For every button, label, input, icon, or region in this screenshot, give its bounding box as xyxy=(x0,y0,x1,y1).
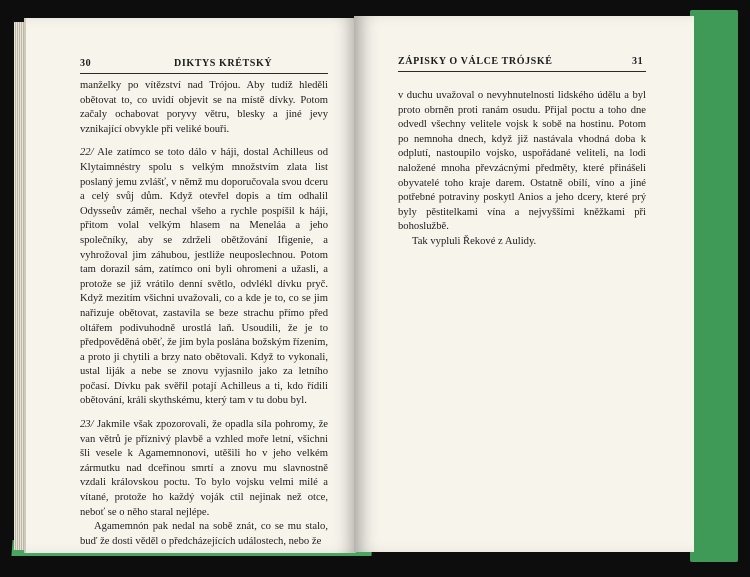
right-page xyxy=(354,16,694,552)
paragraph: Agamemnón pak nedal na sobě znát, co se mu stalo, buď že dosti věděl o předcházejících událostech, nebo že xyxy=(80,521,328,547)
paragraph: Tak vypluli Řekové z Aulidy. xyxy=(412,235,537,247)
left-page-text xyxy=(80,79,328,549)
section-number: 23/ xyxy=(80,419,94,431)
right-running-head: ZÁPISKY O VÁLCE TRÓJSKÉ xyxy=(398,56,553,67)
left-page-number: 30 xyxy=(80,58,92,69)
right-page-text xyxy=(398,89,646,250)
right-head-rule xyxy=(398,71,646,72)
paragraph: manželky po vítězství nad Trójou. Aby tudíž hleděli obětovat to, co uvidí objevit se na místě dívky. Potom začaly ochabovat poryvy větru, blesky a jiné jevy vznikající obvykle při veliké bouři. xyxy=(80,80,328,135)
left-head-rule xyxy=(80,73,328,74)
paragraph: 23/ Jakmile však zpozorovali, že opadla síla pohromy, že van větrů je příznivý plavbě a vzhled moře letní, všichni šli vesele k Agamemnonovi, utěšili ho v jeho velkém zármutku nad dceřinou smrtí a znovu mu slavnostně vzdali královskou poctu. To bylo vojsku velmi milé a vítané, protože ho každý voják ctil nejinak než otce, neboť se o něho staral nejlépe. xyxy=(80,419,328,518)
left-running-head: DIKTYS KRÉTSKÝ xyxy=(174,58,273,69)
paragraph: v duchu uvažoval o nevyhnutelnosti lidského údělu a byl proto obrněn proti ranám osudu. Přijal poctu a toho dne odvedl všechny velitele vojsk k sobě na hostinu. Potom po nemnoha dnech, když již nastávala vhodná doba k odplutí, nastoupilo vojsko, uspořádané veliteli, na lodi naložené mnoha převzácnými předměty, které přinášeli obyvatelé toho kraje darem. Ostatně obilí, víno a jiné potřebné potraviny poskytl Anios a jeho dcery, které prý byly pěstitelkami vína a nejvyššími kněžkami při bohoslužbě. xyxy=(398,90,646,233)
paragraph: 22/ Ale zatímco se toto dálo v háji, dostal Achilleus od Klytaimnéstry spolu s velkým množstvím zlata list poslaný jemu zvlášť, v němž mu doporučovala svou dceru a celý svůj dům. Když otevřel dopis a tím odhalil Odysseův záměr, nechal všeho a rychle pospíšil k háji, přitom volal velkým hlasem na Meneláa a jeho společníky, aby se zdrželi obětžování Ifigenie, a vyhrožoval jim záhubou, jestliže neuposlechnou. Potom tam dorazil sám, zatímco oni byli ohromeni a užasli, a protože se již vrátilo denní světlo, odvlékl dívku pryč. Když mezitím všichni uvažovali, co a kde je to, co se jim nařizuje obětovat, zastavila se beze strachu přímo před oltářem podivuhodně urostlá laň. Usoudili, že je to předpověděná oběť, že jim byla poslána božským řízením, a proto ji chytili a brzy nato obětovali. Když to vykonali, ustal liják a nebe se znovu vyjasnilo jako za letního počasí. Dívku pak svěřil potají Achilleus a ti, kdo řídili obětování, králi skythskému, který tam v tu dobu byl. xyxy=(80,147,328,407)
book-cover-edge xyxy=(690,10,738,562)
left-page xyxy=(24,18,356,553)
right-page-number: 31 xyxy=(632,56,644,67)
section-number: 22/ xyxy=(80,147,94,159)
